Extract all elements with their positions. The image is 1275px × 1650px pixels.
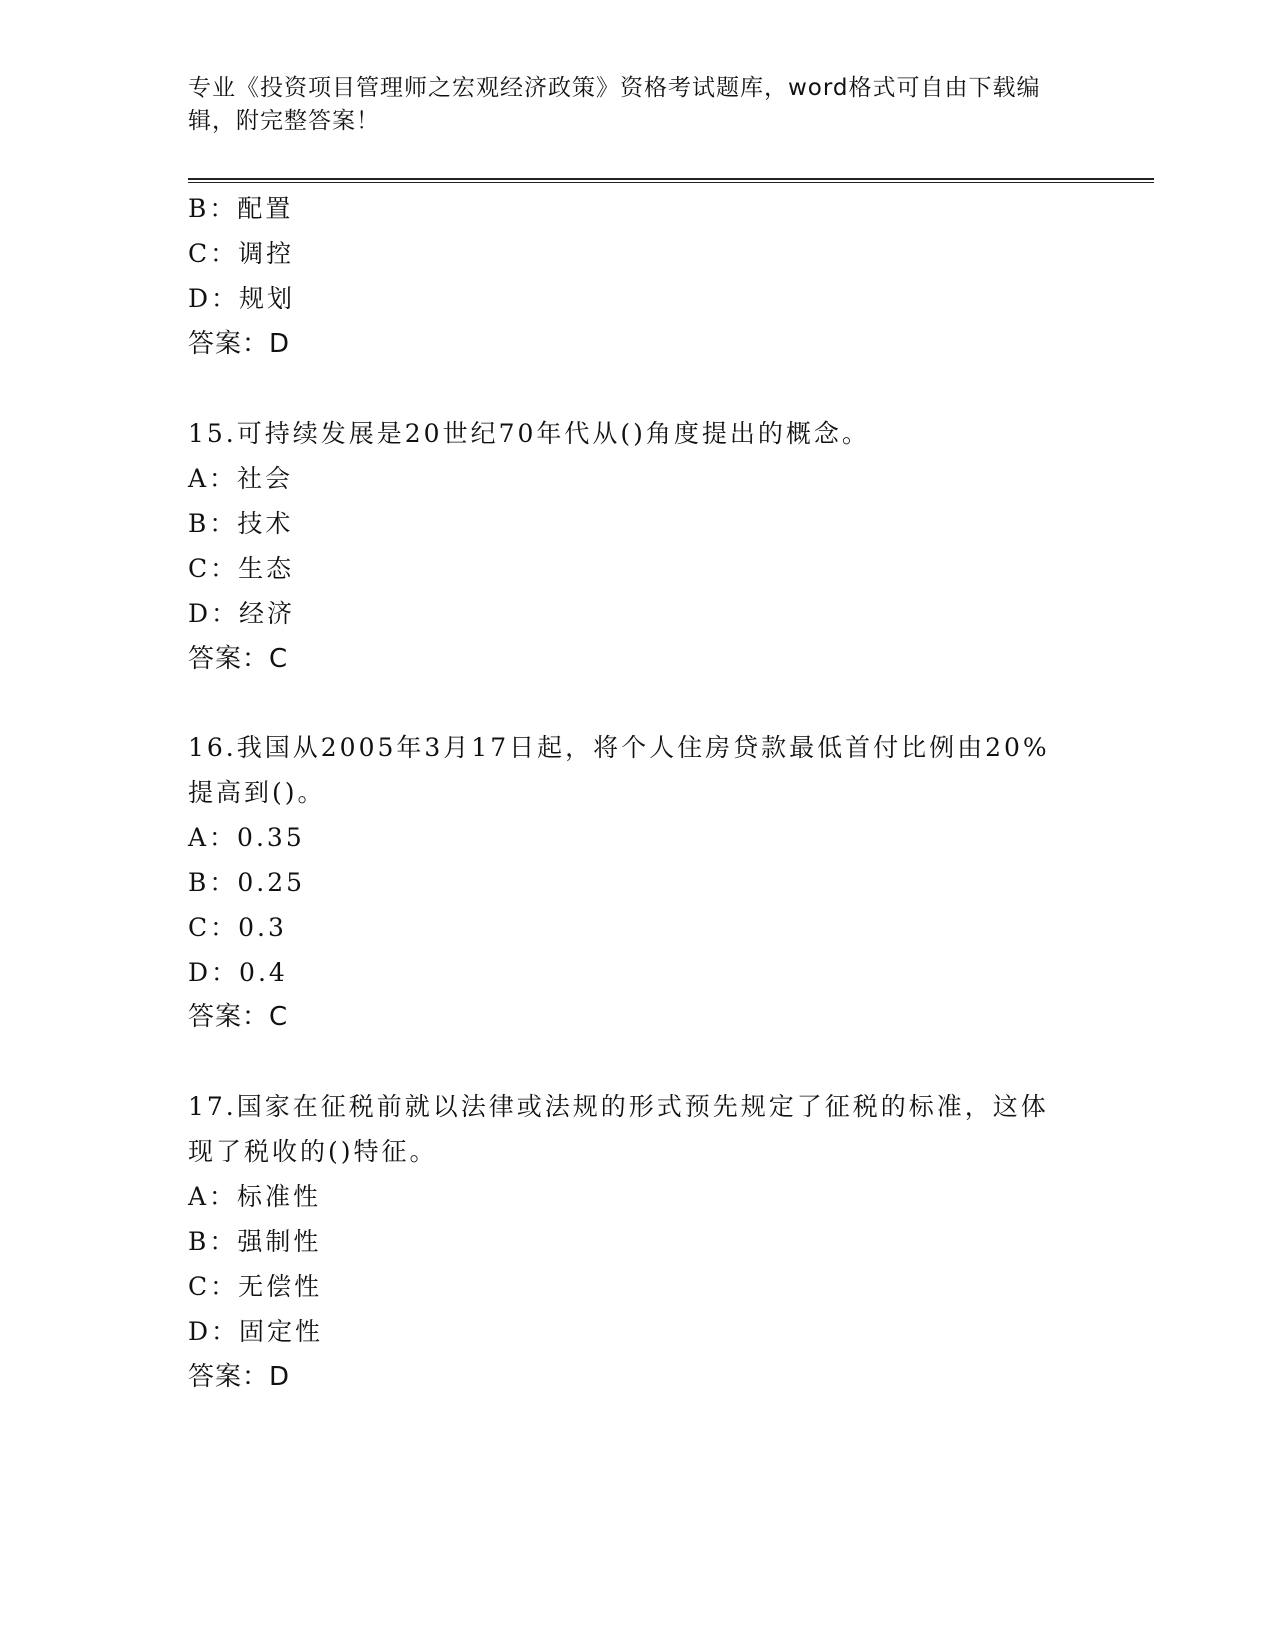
question-16-option-a: A：0.35 <box>188 823 305 852</box>
question-15-option-d: D：经济 <box>188 599 296 628</box>
option-b: B：配置 <box>188 194 294 223</box>
question-15-option-b: B：技术 <box>188 509 294 538</box>
question-16-option-c: C：0.3 <box>188 913 287 942</box>
question-16-stem-line-2: 提高到()。 <box>188 778 326 807</box>
question-17-option-d: D：固定性 <box>188 1317 324 1346</box>
question-17-stem-line-1: 17.国家在征税前就以法律或法规的形式预先规定了征税的标准，这体 <box>188 1092 1049 1121</box>
question-15-option-c: C：生态 <box>188 554 295 583</box>
header-divider-thin <box>188 182 1154 183</box>
question-17-option-c: C：无偿性 <box>188 1272 323 1301</box>
question-16-answer: 答案：C <box>188 1002 289 1032</box>
header-divider-thick <box>188 178 1154 180</box>
question-17-option-b: B：强制性 <box>188 1227 322 1256</box>
question-15-option-a: A：社会 <box>188 464 294 493</box>
question-16-option-d: D：0.4 <box>188 958 288 987</box>
question-15-answer: 答案：C <box>188 644 289 674</box>
question-17-answer: 答案：D <box>188 1362 291 1392</box>
option-c: C：调控 <box>188 239 295 268</box>
header-line-1: 专业《投资项目管理师之宏观经济政策》资格考试题库，word格式可自由下载编 <box>188 75 1041 101</box>
question-16-option-b: B：0.25 <box>188 868 306 897</box>
question-17-stem-line-2: 现了税收的()特征。 <box>188 1137 438 1166</box>
header-line-2: 辑，附完整答案！ <box>188 108 380 134</box>
answer-line: 答案：D <box>188 329 291 359</box>
option-d: D：规划 <box>188 284 296 313</box>
question-15-stem: 15.可持续发展是20世纪70年代从()角度提出的概念。 <box>188 419 870 448</box>
question-17-option-a: A：标准性 <box>188 1182 322 1211</box>
question-16-stem-line-1: 16.我国从2005年3月17日起，将个人住房贷款最低首付比例由20% <box>188 733 1050 762</box>
document-header <box>188 72 1088 138</box>
